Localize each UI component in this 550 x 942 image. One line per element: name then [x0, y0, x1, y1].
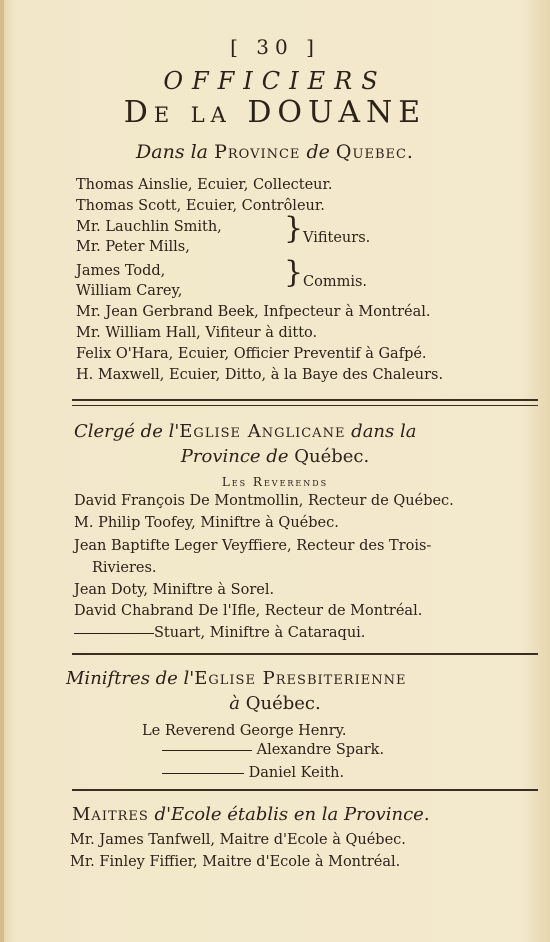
entry-maxwell: H. Maxwell, Ecuier, Ditto, à la Baye des Chaleurs.: [76, 367, 444, 383]
presb-title-line2: [0, 693, 550, 715]
clerge-title: [74, 421, 416, 443]
brace-commis: }: [284, 255, 304, 290]
page-gutter: [0, 0, 4, 942]
ecole-title: [72, 804, 430, 826]
entry-smith: Mr. Lauchlin Smith,: [76, 219, 222, 235]
clerge-title-line2: [0, 446, 550, 468]
label-commis: Commis.: [303, 274, 368, 290]
label-visiteurs: Vifiteurs.: [303, 230, 371, 246]
entry-ohara: Felix O'Hara, Ecuier, Officier Preventif à Gafpé.: [76, 346, 427, 362]
heading-province-word: Province: [214, 141, 301, 163]
les-reverends: Les Reverends: [221, 475, 329, 489]
brace-visiteurs: }: [284, 211, 304, 246]
entry-tanfwell: Mr. James Tanfwell, Maitre d'Ecole à Québec.: [70, 832, 406, 848]
entry-beek: Mr. Jean Gerbrand Beek, Infpecteur à Montréal.: [76, 304, 431, 320]
section-divider: [72, 405, 538, 406]
entry-chabrand: David Chabrand De l'Ifle, Recteur de Montréal.: [74, 603, 423, 619]
dash-rule: [162, 773, 244, 774]
entry-mills: Mr. Peter Mills,: [76, 239, 190, 255]
dash-rule: [74, 633, 154, 634]
presb-title-a: Miniftres de l': [66, 668, 195, 689]
entry-keith-text: Daniel Keith.: [248, 765, 345, 781]
entry-veyffiere: Jean Baptifte Leger Veyffiere, Recteur des Trois-: [74, 538, 432, 554]
entry-veyffiere-cont: Rivieres.: [92, 560, 157, 576]
entry-spark-text: Alexandre Spark.: [256, 742, 385, 758]
presb-title-quebec: Québec.: [245, 693, 321, 714]
entry-stuart: [74, 624, 365, 642]
entry-toofey: M. Philip Toofey, Miniftre à Québec.: [74, 515, 339, 531]
section-divider: [72, 653, 538, 655]
ecole-title-a: Maitres: [72, 804, 149, 825]
heading-de: de: [306, 141, 330, 163]
clerge-title-a: Clergé de l': [74, 421, 180, 442]
clerge-title-c: dans la: [351, 421, 417, 442]
entry-fiffier: Mr. Finley Fiffier, Maitre d'Ecole à Montréal.: [70, 854, 401, 870]
ecole-title-c: établis en la Province.: [227, 804, 430, 825]
clerge-title-province: Province de: [180, 446, 289, 467]
entry-todd: James Todd,: [76, 263, 166, 279]
clerge-title-b: Eglise Anglicane: [179, 421, 346, 442]
entry-hall: Mr. William Hall, Vifiteur à ditto.: [76, 325, 318, 341]
entry-doty: Jean Doty, Miniftre à Sorel.: [74, 582, 275, 598]
presb-title-a-word: à: [229, 693, 240, 714]
entry-carey: William Carey,: [76, 283, 183, 299]
page-number: [ 30 ]: [230, 35, 320, 59]
heading-officiers: OFFICIERS: [163, 67, 387, 95]
entry-montmollin: David François De Montmollin, Recteur de Québec.: [74, 493, 454, 509]
heading-quebec: Quebec.: [335, 141, 414, 163]
heading-province: [0, 143, 550, 161]
ecole-title-b: d'Ecole: [154, 804, 222, 825]
entry-scott: Thomas Scott, Ecuier, Contrôleur.: [76, 198, 325, 214]
entry-stuart-text: Stuart, Miniftre à Cataraqui.: [154, 625, 366, 641]
entry-henry: Le Reverend George Henry.: [142, 723, 347, 739]
entry-keith: [162, 764, 344, 782]
entry-spark: [162, 741, 384, 759]
section-divider: [72, 789, 538, 791]
presb-title: [66, 668, 406, 690]
dash-rule: [162, 750, 252, 751]
clerge-title-quebec: Québec.: [294, 446, 370, 467]
section-divider: [72, 399, 538, 401]
entry-ainslie: Thomas Ainslie, Ecuier, Collecteur.: [76, 177, 333, 193]
heading-douane: De la DOUANE: [123, 95, 427, 130]
heading-dans-la: Dans la: [136, 141, 209, 163]
presb-title-b: Eglise Presbiterienne: [194, 668, 407, 689]
